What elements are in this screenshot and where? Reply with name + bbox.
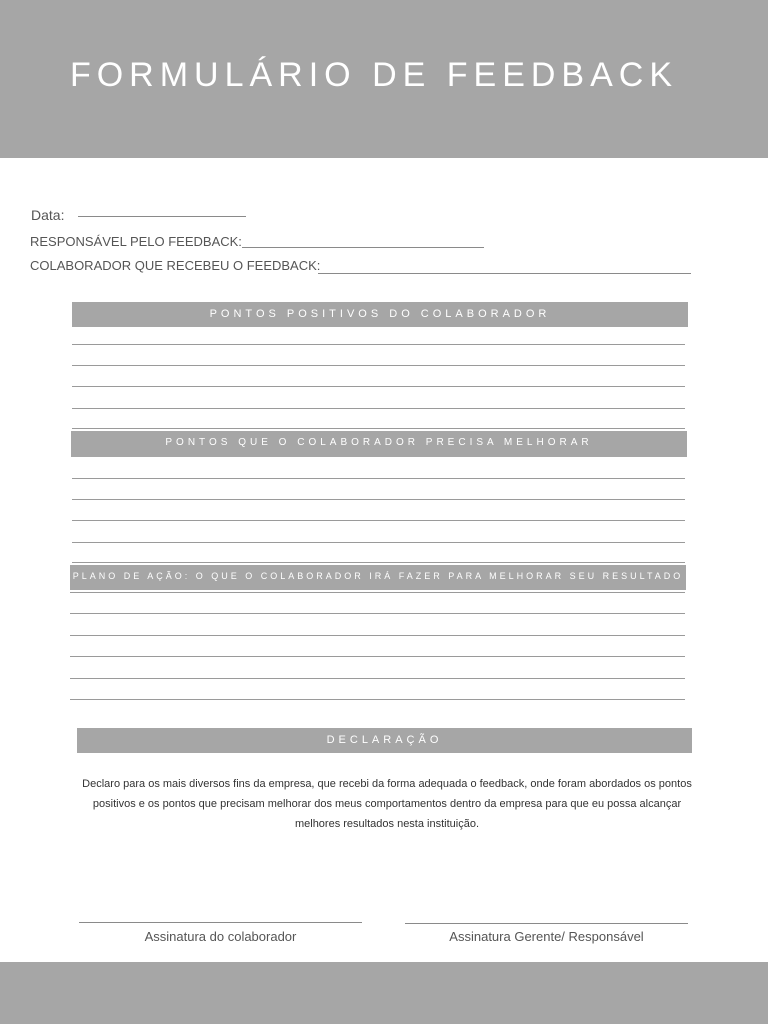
action-plan-line[interactable] — [70, 678, 685, 679]
improve-line[interactable] — [72, 542, 685, 543]
page-title: FORMULÁRIO DE FEEDBACK — [69, 56, 679, 94]
positive-line[interactable] — [72, 428, 685, 429]
date-field[interactable] — [78, 216, 246, 217]
section-improve-title: PONTOS QUE O COLABORADOR PRECISA MELHORAR — [165, 437, 593, 448]
action-plan-line[interactable] — [70, 635, 685, 636]
date-label: Data: — [31, 207, 65, 223]
manager-signature-line[interactable] — [405, 923, 688, 924]
improve-line[interactable] — [72, 520, 685, 521]
positive-line[interactable] — [72, 365, 685, 366]
header-band — [0, 0, 768, 158]
improve-line[interactable] — [72, 499, 685, 500]
declaration-text: Declaro para os mais diversos fins da empresa, que recebi da forma adequada o feedback, onde foram abordados os pontos positivos e os pontos que precisam melhorar dos meus comportamentos dentro da empresa para que eu possa alcançar melhores resultados nesta instituição. — [82, 778, 692, 830]
collaborator-label: COLABORADOR QUE RECEBEU O FEEDBACK: — [30, 258, 321, 273]
collaborator-signature-label: Assinatura do colaborador — [144, 929, 297, 944]
section-action-plan-title: PLANO DE AÇÃO: O QUE O COLABORADOR IRÁ FAZER PARA MELHORAR SEU RESULTADO — [72, 571, 684, 581]
section-positive-header — [72, 302, 688, 327]
manager-signature-label: Assinatura Gerente/ Responsável — [449, 929, 644, 944]
responsible-label: RESPONSÁVEL PELO FEEDBACK: — [30, 234, 242, 249]
footer-band — [0, 962, 768, 1024]
section-declaration-header — [77, 728, 692, 753]
action-plan-line[interactable] — [70, 613, 685, 614]
action-plan-line[interactable] — [70, 699, 685, 700]
action-plan-line[interactable] — [70, 656, 685, 657]
improve-line[interactable] — [72, 478, 685, 479]
action-plan-line[interactable] — [70, 592, 685, 593]
section-improve-header — [71, 431, 687, 457]
collaborator-signature-line[interactable] — [79, 922, 362, 923]
section-action-plan-header — [70, 565, 686, 590]
section-positive-title: PONTOS POSITIVOS DO COLABORADOR — [209, 308, 551, 320]
section-declaration-title: DECLARAÇÃO — [326, 734, 443, 746]
improve-line[interactable] — [72, 562, 685, 563]
positive-line[interactable] — [72, 408, 685, 409]
collaborator-field[interactable] — [318, 273, 691, 274]
positive-line[interactable] — [72, 386, 685, 387]
positive-line[interactable] — [72, 344, 685, 345]
responsible-field[interactable] — [242, 247, 484, 248]
